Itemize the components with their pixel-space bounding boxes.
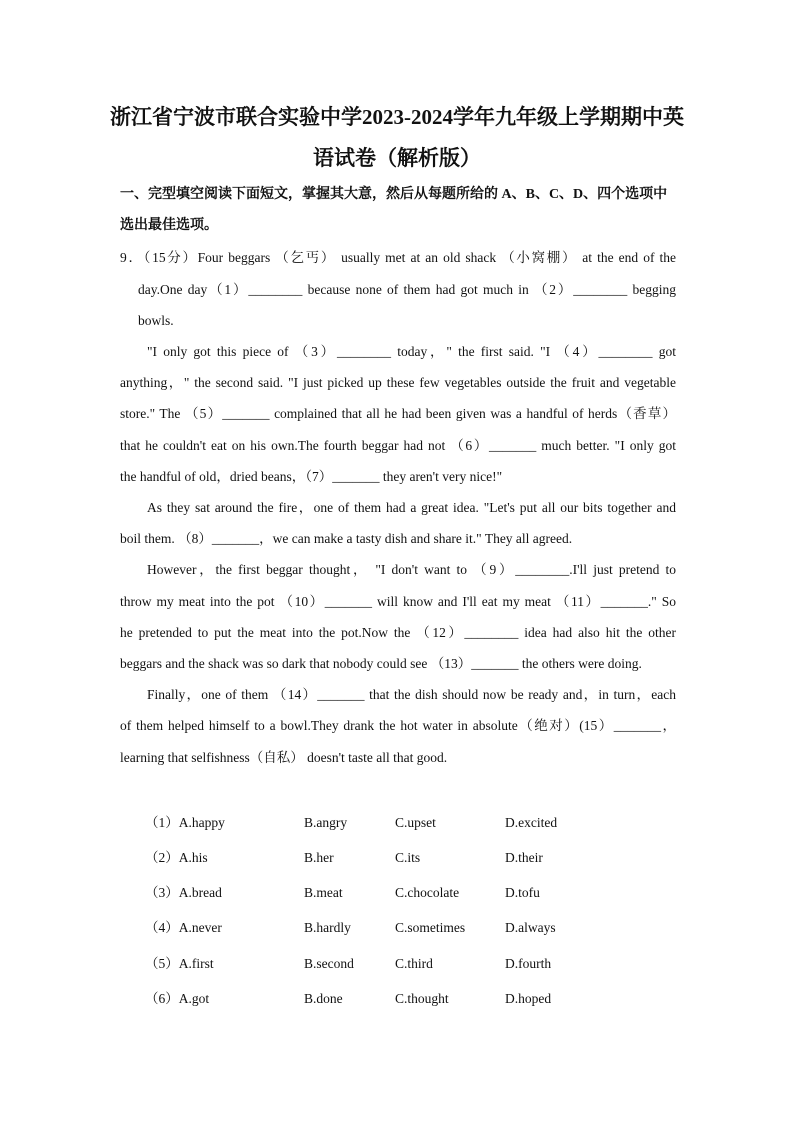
option-d: D.fourth [505,956,552,971]
passage-line: anything，" the second said. "I just picked up these few vegetables outside the fruit and vegetable [120,375,676,390]
option-b: B.meat [304,885,343,900]
section-heading-line-1: 一、完型填空阅读下面短文，掌握其大意，然后从每题所给的 A、B、C、D、四个选项中 [120,187,668,202]
option-a: （6）A.got [145,991,210,1006]
option-a: （5）A.first [145,956,214,971]
passage-line: learning that selfishness（自私） doesn't taste all that good. [120,750,448,765]
option-c: C.third [395,956,433,971]
option-a: （2）A.his [145,850,208,865]
passage-line: of them helped himself to a bowl.They drank the hot water in absolute（绝对）(15）_______， [120,718,676,733]
option-d: D.excited [505,815,558,830]
passage-line: he pretended to put the meat into the pot.Now the （12）________ idea had also hit the other [120,625,676,640]
section-heading-line-2: 选出最佳选项。 [120,218,218,233]
passage-line: As they sat around the fire，one of them had a great idea. "Let's put all our bits together and [147,500,676,515]
passage-line: the handful of old，dried beans，（7）_______ they aren't very nice!" [120,469,503,484]
option-row [145,883,645,903]
option-b: B.hardly [304,920,351,935]
passage-line: 9．（15分）Four beggars （乞丐） usually met at an old shack （小窝棚） at the end of the [120,250,676,265]
option-row [145,813,645,833]
page-title-line-2: 语试卷（解析版） [313,146,481,170]
option-d: D.tofu [505,885,540,900]
option-row [145,954,645,974]
option-c: C.upset [395,815,436,830]
option-d: D.their [505,850,543,865]
passage-line: bowls. [138,313,174,328]
option-c: C.chocolate [395,885,460,900]
option-c: C.thought [395,991,449,1006]
option-b: B.angry [304,815,348,830]
option-row [145,918,645,938]
passage-line: throw my meat into the pot （10）_______ will know and I'll eat my meat （11）_______." So [120,594,676,609]
option-row [145,848,645,868]
option-row [145,989,645,1009]
option-b: B.done [304,991,343,1006]
passage-line: beggars and the shack was so dark that nobody could see （13）_______ the others were doing. [120,656,642,671]
option-a: （4）A.never [145,920,222,935]
passage-line: day.One day（1）________ because none of them had got much in （2）________ begging [138,282,676,297]
passage-line: However，the first beggar thought， "I don't want to （9）________.I'll just pretend to [147,562,676,577]
option-b: B.her [304,850,334,865]
option-a: （1）A.happy [145,815,225,830]
option-a: （3）A.bread [145,885,222,900]
option-b: B.second [304,956,354,971]
option-d: D.hoped [505,991,552,1006]
passage-line: store." The （5）_______ complained that all he had been given was a handful of herds（香草） [120,406,676,421]
passage-line: boil them. （8）_______，we can make a tasty dish and share it." They all agreed. [120,531,573,546]
option-d: D.always [505,920,556,935]
page-title-line-1: 浙江省宁波市联合实验中学2023-2024学年九年级上学期期中英 [110,105,684,129]
option-c: C.its [395,850,421,865]
passage-line: "I only got this piece of （3）________ today，" the first said. "I （4）________ got [147,344,676,359]
passage-line: that he couldn't eat on his own.The fourth beggar had not （6）_______ much better. "I only got [120,438,676,453]
passage-line: Finally，one of them （14）_______ that the dish should now be ready and，in turn，each [147,687,676,702]
option-c: C.sometimes [395,920,466,935]
